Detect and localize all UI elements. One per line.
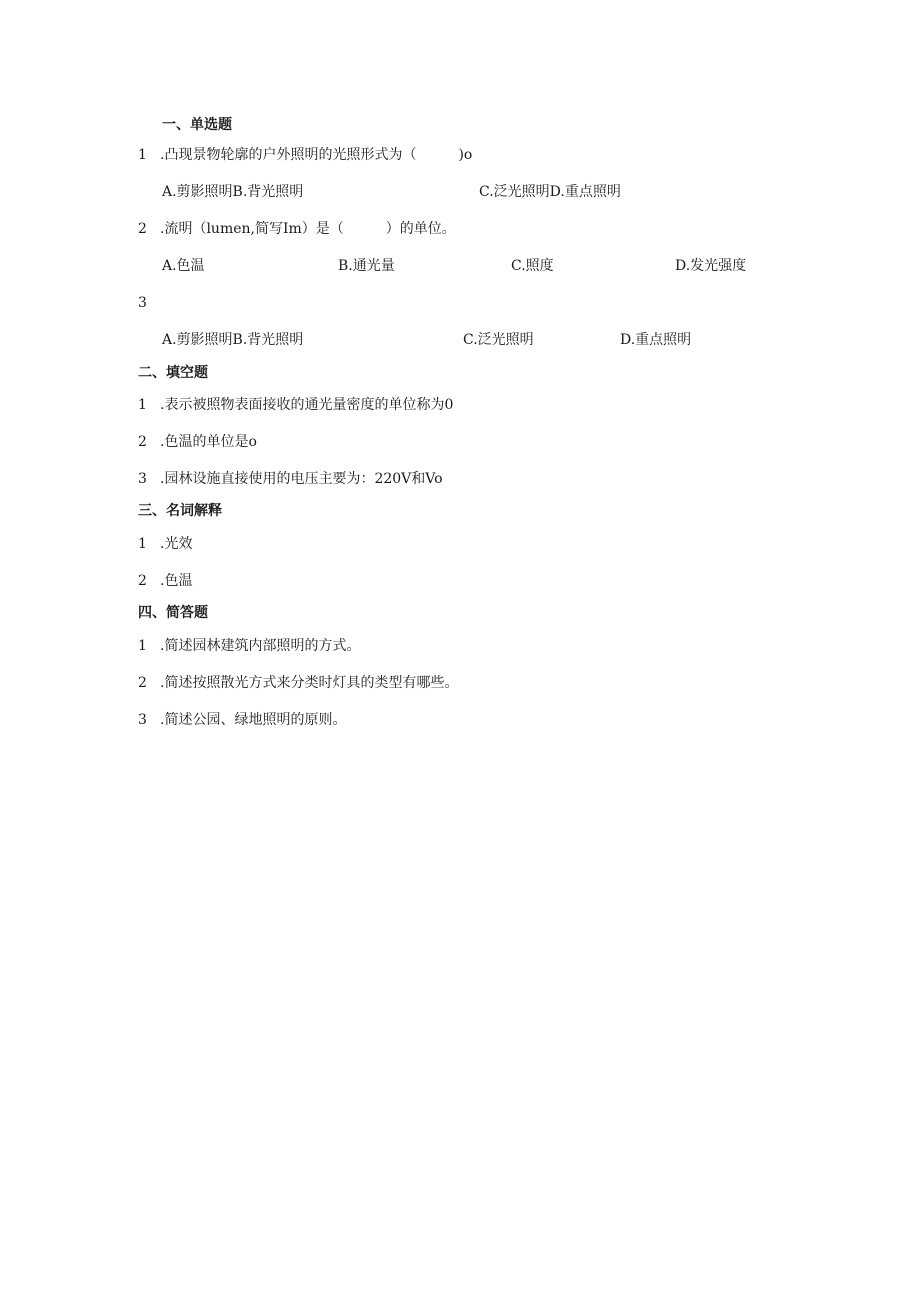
item-text: .简述公园、绿地照明的原则。 <box>160 712 347 728</box>
item-text: .简述园林建筑内部照明的方式。 <box>160 638 361 654</box>
question-number: 3 <box>138 295 147 311</box>
question-3-option-c: C.泛光照明 <box>463 332 534 348</box>
question-3-option-d: D.重点照明 <box>620 332 692 348</box>
short-answer-item-1 <box>138 637 360 655</box>
question-2-option-a: A.色温 <box>162 258 205 274</box>
question-text: .凸现景物轮廓的户外照明的光照形式为（ )o <box>160 147 473 163</box>
question-2 <box>138 220 456 238</box>
item-text: .简述按照散光方式来分类时灯具的类型有哪些。 <box>160 675 459 691</box>
short-answer-item-3 <box>138 711 346 729</box>
question-2-option-c: C.照度 <box>511 258 554 274</box>
item-text: .园林设施直接使用的电压主要为：220V和Vo <box>160 471 443 487</box>
question-text: .流明（lumen,简写Im）是（ ）的单位。 <box>160 221 456 237</box>
item-number: 2 <box>138 573 147 589</box>
item-number: 1 <box>138 638 147 654</box>
term-item-2 <box>138 572 192 590</box>
item-text: .表示被照物表面接收的通光量密度的单位称为0 <box>160 397 454 413</box>
question-2-option-d: D.发光强度 <box>675 258 747 274</box>
item-text: .色温的单位是o <box>160 434 257 450</box>
item-number: 1 <box>138 397 147 413</box>
item-text: .色温 <box>160 573 193 589</box>
item-number: 1 <box>138 536 147 552</box>
section-heading-terms: 三、名词解释 <box>138 503 222 519</box>
question-3 <box>138 294 160 312</box>
question-1-options-cd: C.泛光照明D.重点照明 <box>479 184 621 200</box>
item-number: 2 <box>138 675 147 691</box>
fill-blank-item-1 <box>138 396 453 414</box>
question-number: 1 <box>138 147 147 163</box>
short-answer-item-2 <box>138 674 458 692</box>
item-number: 3 <box>138 471 147 487</box>
question-2-option-b: B.通光量 <box>338 258 395 274</box>
section-heading-single-choice: 一、单选题 <box>162 117 232 133</box>
question-1-options-ab: A.剪影照明B.背光照明 <box>162 184 304 200</box>
fill-blank-item-3 <box>138 470 443 488</box>
item-number: 3 <box>138 712 147 728</box>
section-heading-fill-blank: 二、填空题 <box>138 365 208 381</box>
fill-blank-item-2 <box>138 433 257 451</box>
section-heading-short-answer: 四、简答题 <box>138 605 208 621</box>
item-number: 2 <box>138 434 147 450</box>
question-3-options-ab: A.剪影照明B.背光照明 <box>162 332 304 348</box>
question-1 <box>138 146 472 164</box>
question-number: 2 <box>138 221 147 237</box>
item-text: .光效 <box>160 536 193 552</box>
term-item-1 <box>138 535 192 553</box>
